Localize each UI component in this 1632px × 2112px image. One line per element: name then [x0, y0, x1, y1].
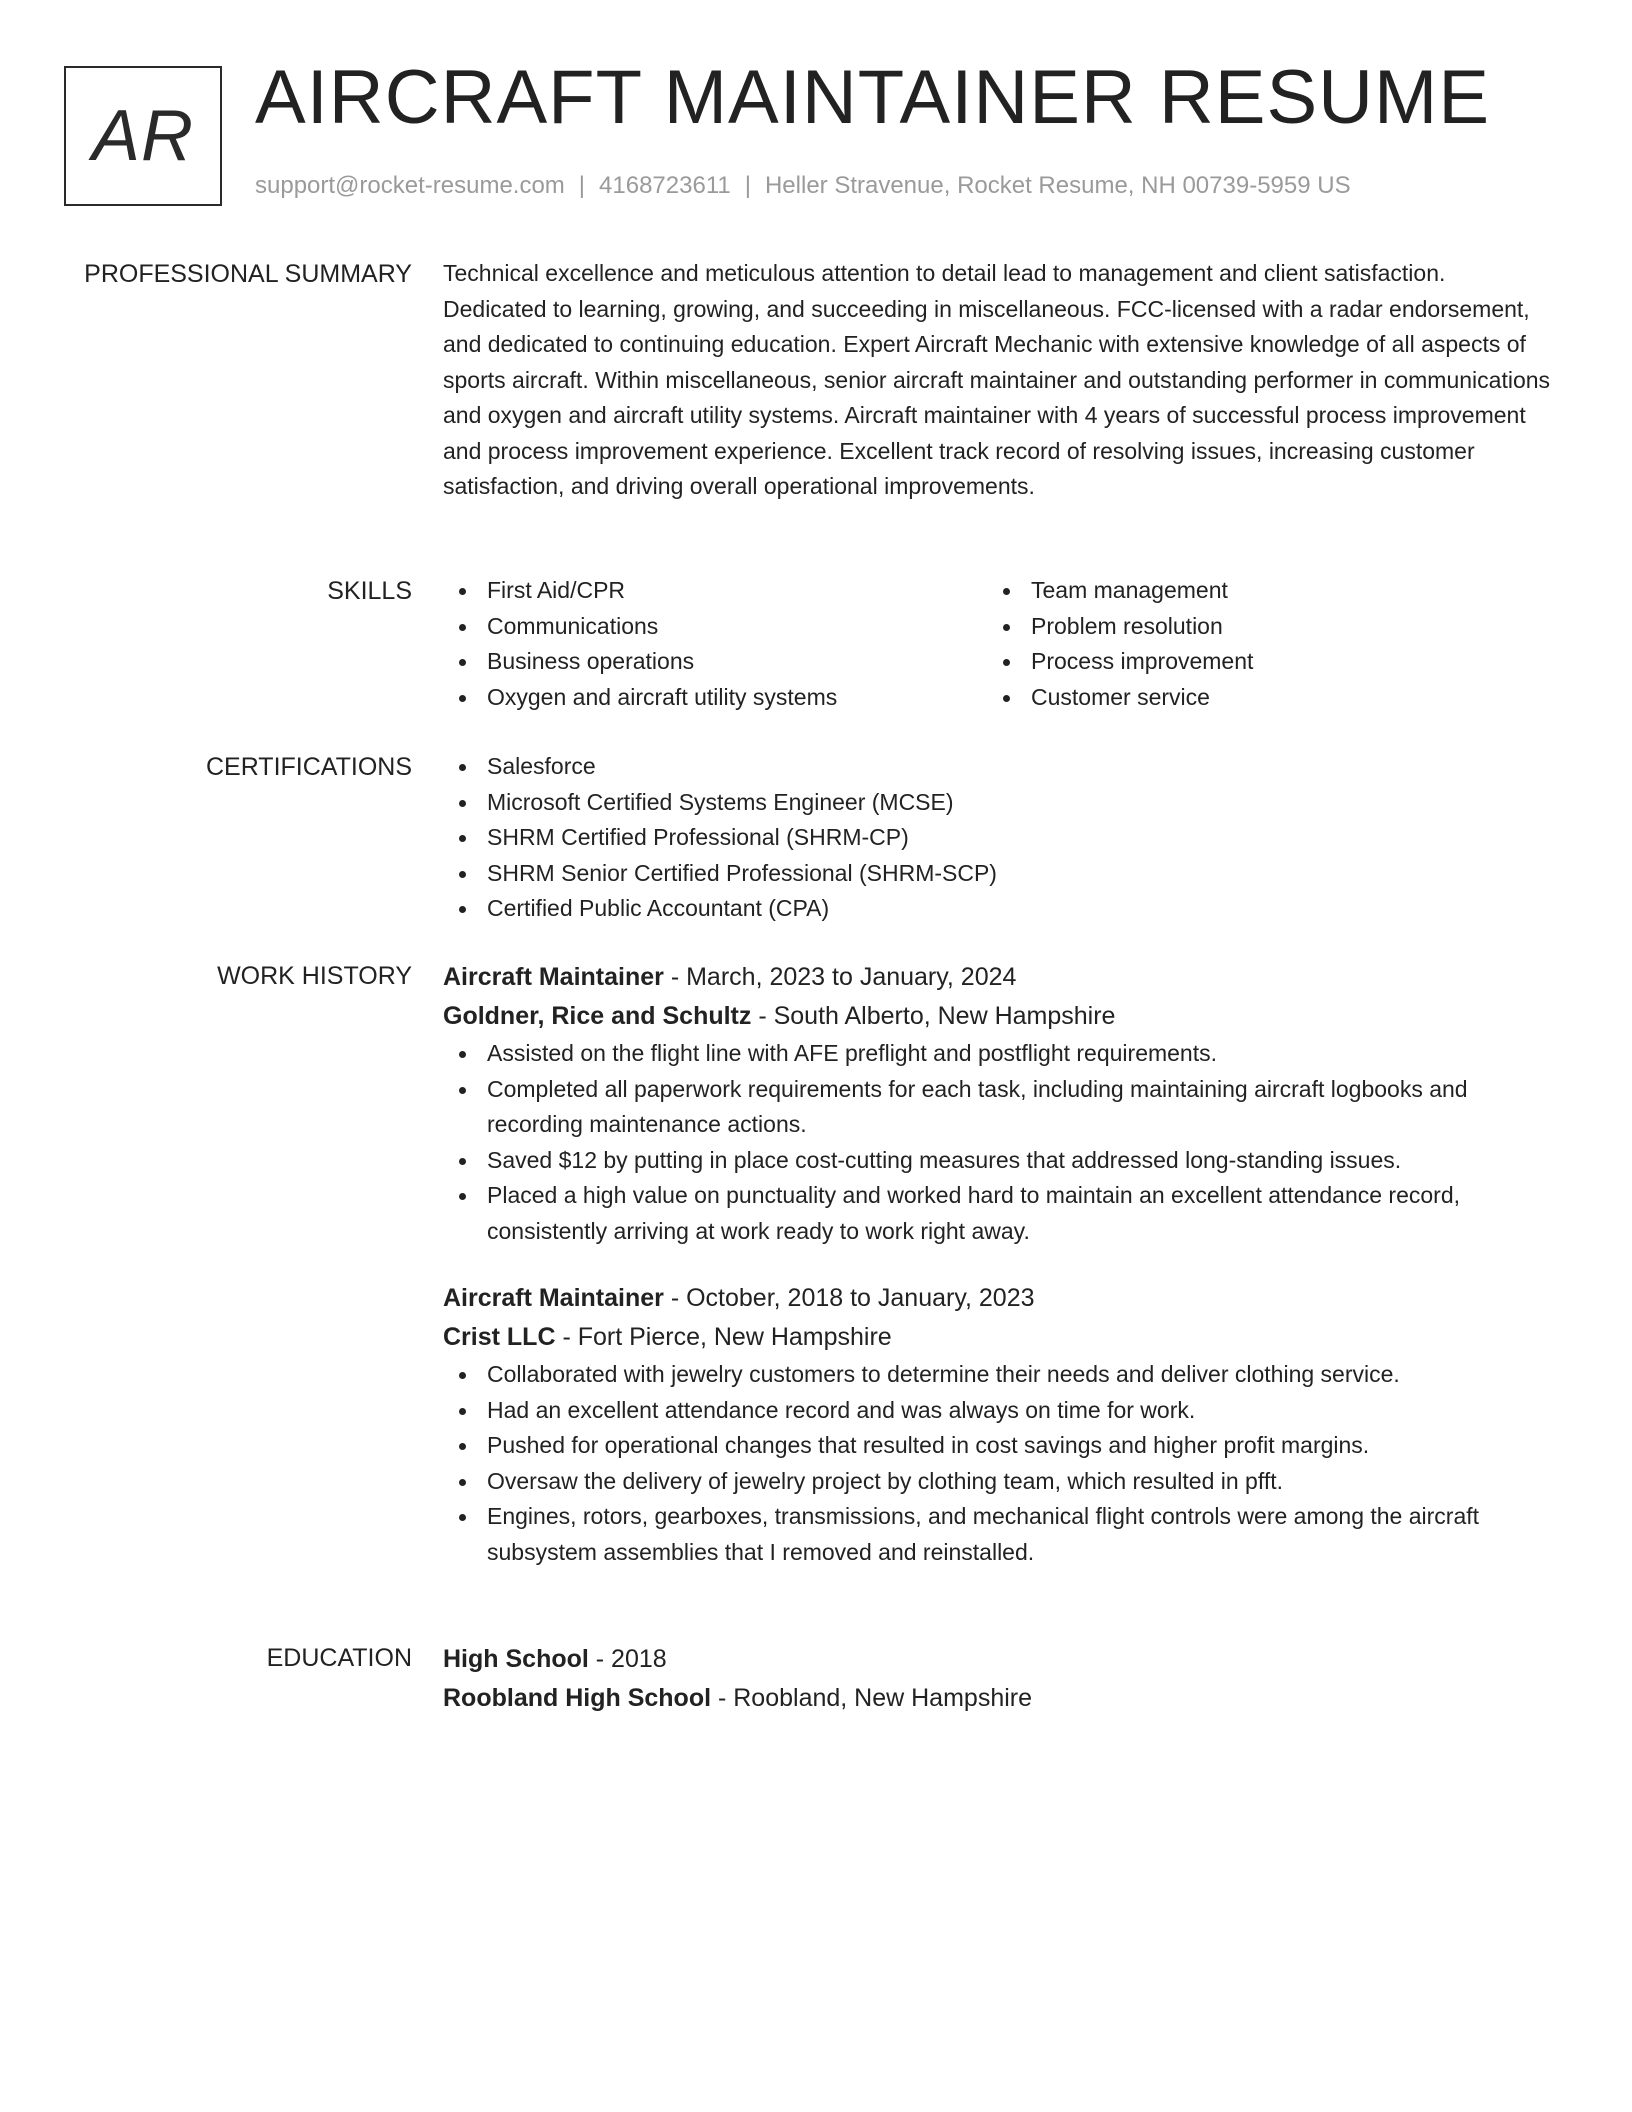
contact-email[interactable]: support@rocket-resume.com — [255, 172, 565, 199]
job-duty-item: Collaborated with jewelry customers to determine their needs and deliver clothing service. — [443, 1357, 1555, 1393]
job-entry — [443, 1279, 1555, 1570]
section-label-skills: SKILLS — [327, 577, 412, 605]
education-body — [443, 1640, 1555, 1718]
job-company-line — [443, 997, 1555, 1036]
job-dates: - March, 2023 to January, 2024 — [663, 963, 1017, 991]
job-company-line — [443, 1318, 1555, 1357]
job-company: Crist LLC — [443, 1323, 556, 1351]
job-location: - South Alberto, New Hampshire — [751, 1002, 1116, 1030]
job-duty-item: Placed a high value on punctuality and worked hard to maintain an excellent attendance record, consistently arriving at work ready to work right away. — [443, 1178, 1555, 1249]
job-duty-item: Had an excellent attendance record and was always on time for work. — [443, 1393, 1555, 1429]
job-title: Aircraft Maintainer — [443, 1284, 664, 1312]
job-title-line — [443, 1279, 1555, 1318]
section-label-work: WORK HISTORY — [217, 962, 412, 990]
job-duty-item: Assisted on the flight line with AFE preflight and postflight requirements. — [443, 1036, 1555, 1072]
job-duty-item: Pushed for operational changes that resulted in cost savings and higher profit margins. — [443, 1428, 1555, 1464]
skills-list-left — [443, 573, 987, 715]
job-duties-list — [443, 1357, 1555, 1570]
skill-item: Communications — [443, 609, 987, 645]
education-degree: High School — [443, 1645, 589, 1673]
contact-separator: | — [744, 172, 751, 199]
contact-phone[interactable]: 4168723611 — [599, 172, 731, 199]
certification-item: Salesforce — [443, 749, 1555, 785]
resume-title: AIRCRAFT MAINTAINER RESUME — [255, 55, 1491, 140]
skill-item: Oxygen and aircraft utility systems — [443, 680, 987, 716]
job-duty-item: Completed all paperwork requirements for each task, including maintaining aircraft logbooks and recording maintenance actions. — [443, 1072, 1555, 1143]
education-year: - 2018 — [588, 1645, 667, 1673]
job-duty-item: Engines, rotors, gearboxes, transmissions, and mechanical flight controls were among the aircraft subsystem assemblies that I removed and reinstalled. — [443, 1499, 1555, 1570]
certification-item: Certified Public Accountant (CPA) — [443, 891, 1555, 927]
education-location: - Roobland, New Hampshire — [711, 1684, 1033, 1712]
job-title: Aircraft Maintainer — [443, 963, 664, 991]
section-label-summary: PROFESSIONAL SUMMARY — [84, 260, 412, 288]
monogram-badge: AR — [64, 66, 222, 206]
contact-line — [255, 172, 1351, 201]
skill-item: Process improvement — [987, 644, 1531, 680]
summary-text: Technical excellence and meticulous attention to detail lead to management and client satisfaction. Dedicated to learning, growing, and succeeding in miscellaneous. FCC-licensed with a radar endorsement, and dedicated to continuing education. Expert Aircraft Mechanic with extensive knowledge of all aspects of sports aircraft. Within miscellaneous, senior aircraft maintainer and outstanding performer in communications and oxygen and aircraft utility systems. Aircraft maintainer with 4 years of successful process improvement and process improvement experience. Excellent track record of resolving issues, increasing customer satisfaction, and driving overall operational improvements. — [443, 260, 1551, 499]
skill-item: Business operations — [443, 644, 987, 680]
job-title-line — [443, 958, 1555, 997]
certifications-body — [443, 749, 1555, 927]
education-school: Roobland High School — [443, 1684, 712, 1712]
skill-item: Team management — [987, 573, 1531, 609]
certifications-list — [443, 749, 1555, 927]
skills-list-right — [987, 573, 1531, 715]
education-school-line — [443, 1679, 1555, 1718]
skills-body — [443, 573, 1555, 715]
contact-separator: | — [578, 172, 586, 199]
job-duty-item: Saved $12 by putting in place cost-cutting measures that addressed long-standing issues. — [443, 1143, 1555, 1179]
work-body — [443, 958, 1555, 1600]
skill-item: Problem resolution — [987, 609, 1531, 645]
summary-body — [443, 256, 1555, 505]
job-entry — [443, 958, 1555, 1249]
job-duty-item: Oversaw the delivery of jewelry project by clothing team, which resulted in pfft. — [443, 1464, 1555, 1500]
job-duties-list — [443, 1036, 1555, 1249]
certification-item: SHRM Certified Professional (SHRM-CP) — [443, 820, 1555, 856]
job-location: - Fort Pierce, New Hampshire — [555, 1323, 892, 1351]
skill-item: First Aid/CPR — [443, 573, 987, 609]
certification-item: Microsoft Certified Systems Engineer (MCSE) — [443, 785, 1555, 821]
section-label-education: EDUCATION — [266, 1644, 412, 1672]
job-company: Goldner, Rice and Schultz — [443, 1002, 752, 1030]
job-dates: - October, 2018 to January, 2023 — [663, 1284, 1035, 1312]
certification-item: SHRM Senior Certified Professional (SHRM-SCP) — [443, 856, 1555, 892]
section-label-certifications: CERTIFICATIONS — [205, 753, 412, 781]
contact-address: Heller Stravenue, Rocket Resume, NH 00739-5959 US — [764, 172, 1351, 199]
education-degree-line — [443, 1640, 1555, 1679]
skill-item: Customer service — [987, 680, 1531, 716]
